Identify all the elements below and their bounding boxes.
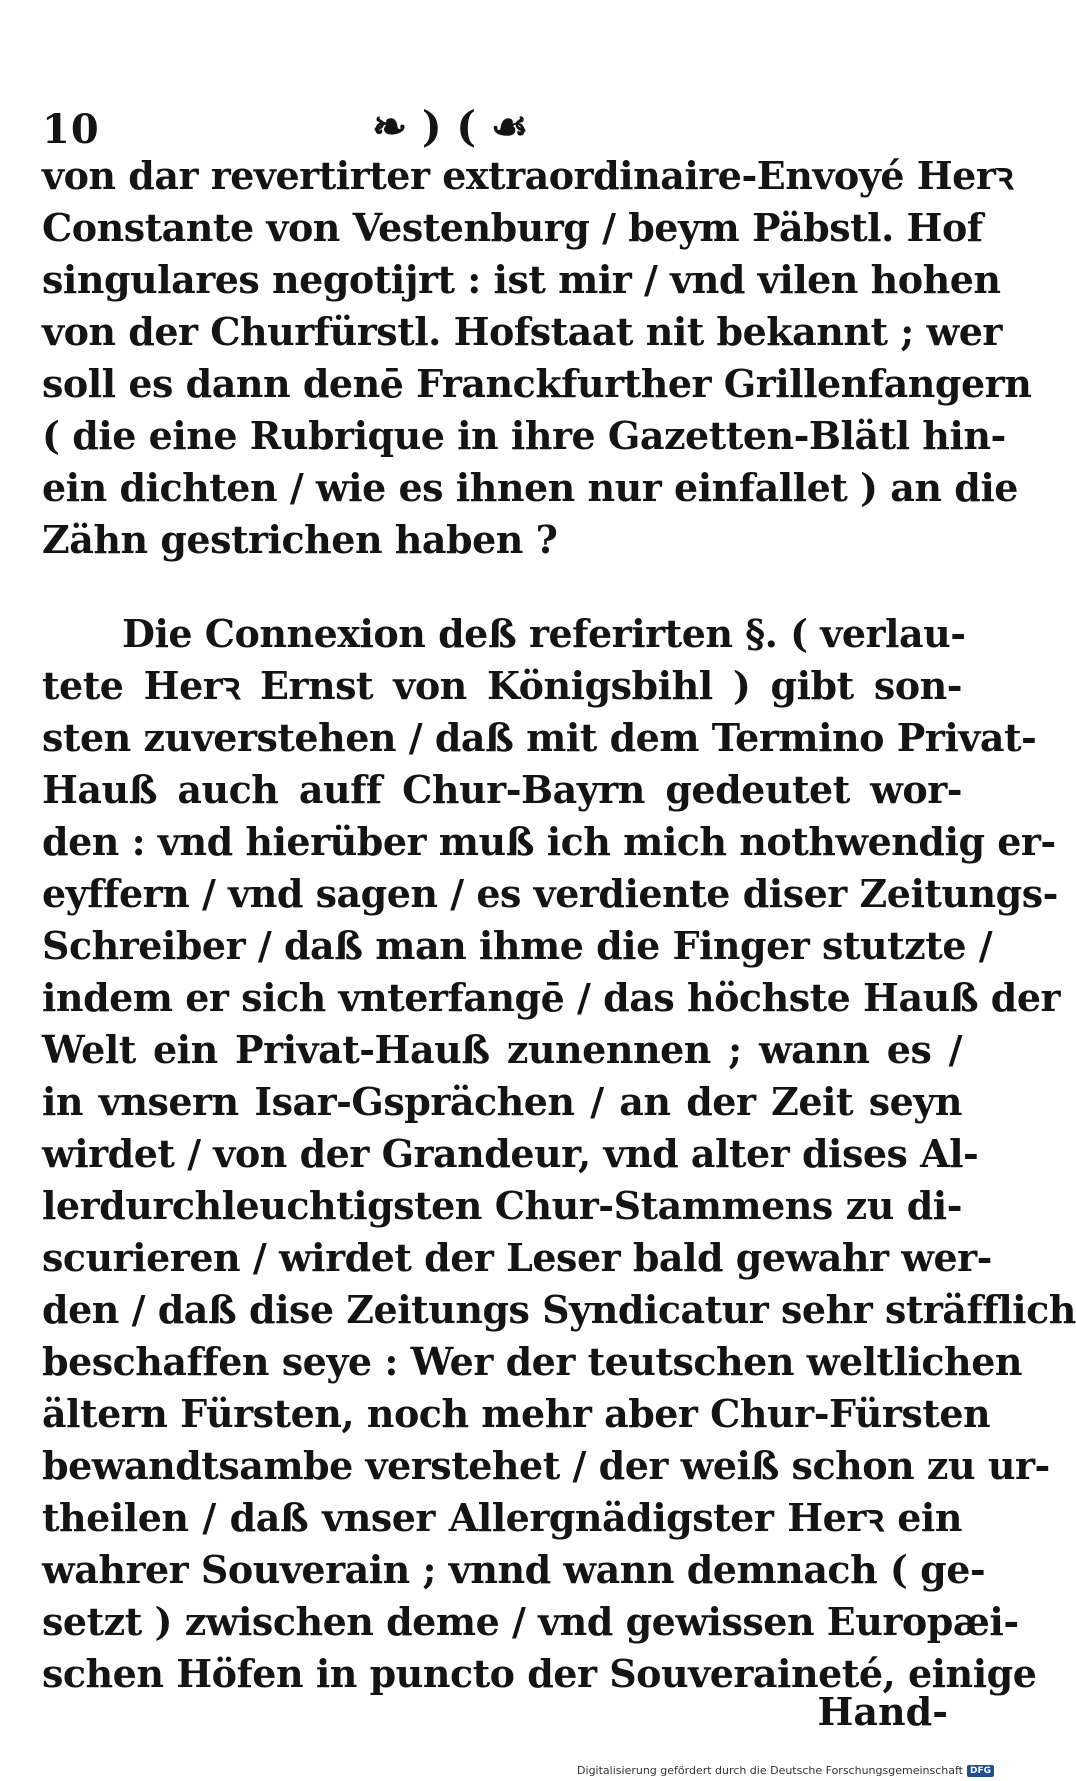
text-line: schen Höfen in puncto der Souveraineté, einige: [42, 1651, 1037, 1696]
text-line: setzt ) zwischen deme / vnd gewissen Europæi-: [42, 1599, 1019, 1644]
footer-text: Digitalisierung gefördert durch die Deutsche Forschungsgemeinschaft: [577, 1764, 963, 1777]
text-line: Hauß auch auff Chur-Bayrn gedeutet wor-: [42, 767, 962, 812]
text-line: von dar revertirter extraordinaire-Envoyé Herꝛ: [42, 153, 1013, 198]
text-line: ( die eine Rubrique in ihre Gazetten-Blätl hin-: [42, 413, 1006, 458]
paragraph-2: [42, 608, 1076, 1700]
text-line: den / daß dise Zeitungs Syndicatur sehr sträfflich: [42, 1287, 1076, 1332]
text-line: theilen / daß vnser Allergnädigster Herꝛ ein: [42, 1495, 962, 1540]
page-header: [42, 98, 962, 158]
page-number: 10: [42, 106, 100, 153]
text-line: soll es dann denē Franckfurther Grillenfangern: [42, 361, 1032, 406]
text-line: tete Herꝛ Ernst von Königsbihl ) gibt son-: [42, 663, 962, 708]
body-text: [42, 150, 1076, 1700]
paragraph-gap: [42, 566, 962, 608]
text-line: wahrer Souverain ; vnnd wann demnach ( ge-: [42, 1547, 986, 1592]
text-line: in vnsern Isar-Gsprächen / an der Zeit seyn: [42, 1079, 962, 1124]
text-line: Schreiber / daß man ihme die Finger stutzte /: [42, 923, 993, 968]
text-line: von der Churfürstl. Hofstaat nit bekannt ; wer: [42, 309, 1002, 354]
text-line: wirdet / von der Grandeur, vnd alter dises Al-: [42, 1131, 979, 1176]
text-line: Zähn gestrichen haben ?: [42, 517, 558, 562]
text-line: ein dichten / wie es ihnen nur einfallet ) an die: [42, 465, 1018, 510]
digitization-footer: [577, 1764, 994, 1777]
header-ornament: ❧ ) ( ☙: [372, 102, 529, 151]
text-line: scurieren / wirdet der Leser bald gewahr wer-: [42, 1235, 992, 1280]
text-line: indem er sich vnterfangē / das höchste Hauß der: [42, 975, 1061, 1020]
text-line: Die Connexion deß referirten §. ( verlau-: [122, 611, 966, 656]
text-line: ältern Fürsten, noch mehr aber Chur-Fürsten: [42, 1391, 991, 1436]
dfg-logo: DFG: [967, 1765, 994, 1777]
text-line: Constante von Vestenburg / beym Päbstl. Hof: [42, 205, 983, 250]
text-line: Welt ein Privat-Hauß zunennen ; wann es /: [42, 1027, 962, 1072]
text-line: lerdurchleuchtigsten Chur-Stammens zu di-: [42, 1183, 962, 1228]
paragraph-1: [42, 150, 1032, 566]
text-line: singulares negotijrt : ist mir / vnd vilen hohen: [42, 257, 1001, 302]
text-line: den : vnd hierüber muß ich mich nothwendig er-: [42, 819, 1056, 864]
text-line: eyffern / vnd sagen / es verdiente diser Zeitungs-: [42, 871, 1058, 916]
text-line: sten zuverstehen / daß mit dem Termino Privat-: [42, 715, 1037, 760]
text-line: bewandtsambe verstehet / der weiß schon zu ur-: [42, 1443, 1050, 1488]
text-line: beschaffen seye : Wer der teutschen weltlichen: [42, 1339, 1022, 1384]
catchword: Hand-: [817, 1689, 948, 1734]
